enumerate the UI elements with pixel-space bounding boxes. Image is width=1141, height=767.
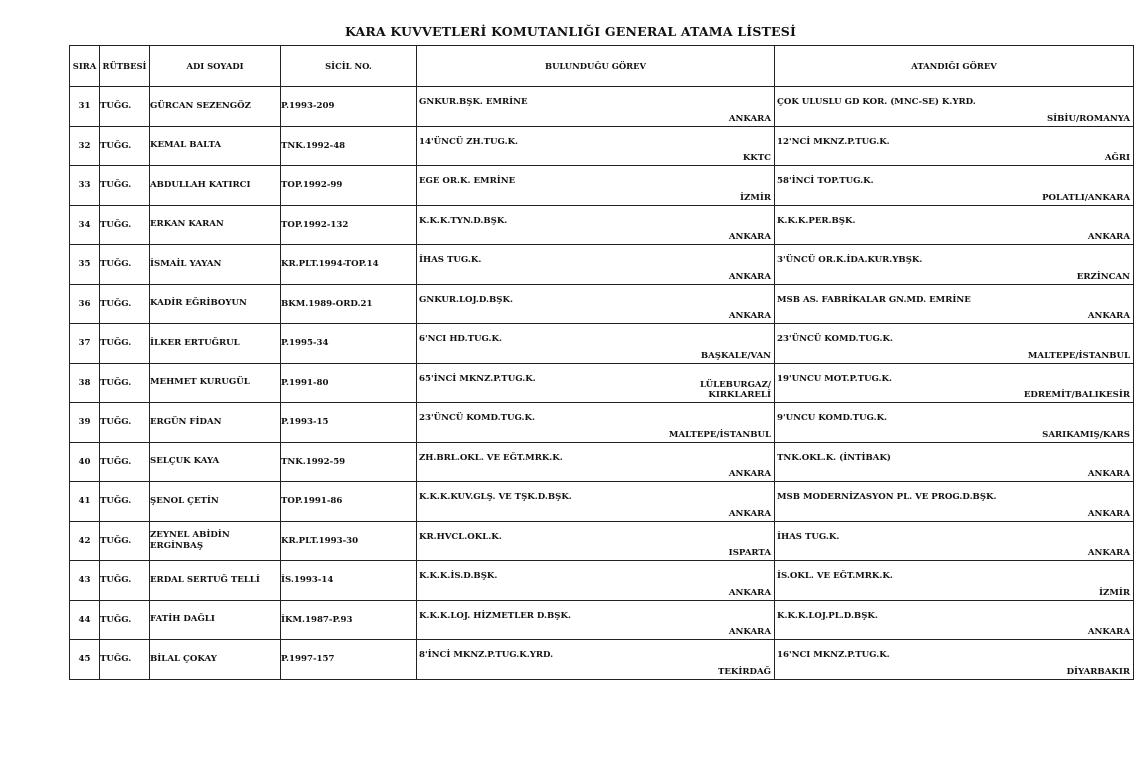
cell-sicil-no: TNK.1992-48	[281, 126, 417, 166]
table-row	[70, 166, 1134, 206]
current-post-text: K.K.K.İS.D.BŞK.	[419, 571, 498, 581]
cell-bulundugu-gorev	[417, 166, 775, 206]
table-row	[70, 284, 1134, 324]
cell-rutbe: TUĞG.	[100, 87, 150, 127]
cell-atandigi-gorev	[775, 600, 1134, 640]
cell-bulundugu-gorev	[417, 324, 775, 364]
cell-sicil-no: P.1995-34	[281, 324, 417, 364]
current-post-location: ANKARA	[728, 627, 771, 637]
new-post-location: ANKARA	[1087, 232, 1130, 242]
table-row	[70, 363, 1134, 403]
cell-adi-soyadi	[150, 205, 281, 245]
current-post-text: 23'ÜNCÜ KOMD.TUG.K.	[419, 413, 536, 423]
table-row	[70, 126, 1134, 166]
new-post-text: 23'ÜNCÜ KOMD.TUG.K.	[777, 334, 894, 344]
cell-bulundugu-gorev	[417, 640, 775, 680]
cell-rutbe: TUĞG.	[100, 205, 150, 245]
current-post-text: GNKUR.BŞK. EMRİNE	[419, 97, 528, 107]
current-post-location: İZMİR	[740, 192, 771, 203]
new-post-text: 3'ÜNCÜ OR.K.İDA.KUR.YBŞK.	[777, 255, 923, 265]
cell-bulundugu-gorev	[417, 600, 775, 640]
name-text: FATİH DAĞLI	[150, 614, 215, 625]
cell-rutbe: TUĞG.	[100, 284, 150, 324]
table-row	[70, 600, 1134, 640]
cell-adi-soyadi	[150, 600, 281, 640]
cell-adi-soyadi	[150, 324, 281, 364]
cell-rutbe: TUĞG.	[100, 245, 150, 285]
cell-sicil-no: P.1997-157	[281, 640, 417, 680]
cell-sicil-no: İKM.1987-P.93	[281, 600, 417, 640]
current-post-location: ANKARA	[728, 232, 771, 242]
table-row	[70, 403, 1134, 443]
new-post-location: ANKARA	[1087, 508, 1130, 519]
cell-atandigi-gorev	[775, 245, 1134, 285]
cell-sicil-no: TOP.1992-132	[281, 205, 417, 245]
current-post-text: GNKUR.LOJ.D.BŞK.	[419, 294, 513, 305]
name-text: SELÇUK KAYA	[150, 456, 220, 467]
cell-sicil-no: TOP.1992-99	[281, 166, 417, 206]
name-text: ERDAL SERTUĞ TELLİ	[150, 574, 260, 585]
cell-atandigi-gorev	[775, 324, 1134, 364]
current-post-location: LÜLEBURGAZ/ KIRKLARELİ	[700, 380, 771, 400]
new-post-location: SARIKAMIŞ/KARS	[1042, 429, 1130, 440]
cell-sicil-no: P.1993-15	[281, 403, 417, 443]
cell-atandigi-gorev	[775, 166, 1134, 206]
current-post-location: ANKARA	[728, 113, 771, 124]
new-post-location: ANKARA	[1087, 627, 1130, 637]
current-post-location: ANKARA	[728, 271, 771, 282]
cell-sira: 36	[70, 284, 100, 324]
cell-atandigi-gorev	[775, 640, 1134, 680]
cell-bulundugu-gorev	[417, 442, 775, 482]
new-post-location: ANKARA	[1087, 311, 1130, 321]
name-text: ABDULLAH KATIRCI	[150, 179, 251, 190]
new-post-location: ERZİNCAN	[1076, 271, 1130, 282]
new-post-text: K.K.K.PER.BŞK.	[777, 215, 856, 226]
cell-atandigi-gorev	[775, 205, 1134, 245]
header-adi-soyadi: ADI SOYADI	[150, 46, 281, 87]
document-title: KARA KUVVETLERİ KOMUTANLIĞI GENERAL ATAMA LİSTESİ	[344, 24, 797, 39]
table-row	[70, 87, 1134, 127]
new-post-text: 58'İNCİ TOP.TUG.K.	[777, 176, 874, 186]
cell-sira: 42	[70, 521, 100, 561]
cell-rutbe: TUĞG.	[100, 561, 150, 601]
cell-sicil-no: KR.PLT.1994-TOP.14	[281, 245, 417, 285]
table-header	[70, 46, 1134, 87]
cell-atandigi-gorev	[775, 521, 1134, 561]
cell-atandigi-gorev	[775, 482, 1134, 522]
cell-adi-soyadi	[150, 166, 281, 206]
cell-adi-soyadi	[150, 87, 281, 127]
cell-sira: 41	[70, 482, 100, 522]
table-row	[70, 245, 1134, 285]
cell-rutbe: TUĞG.	[100, 324, 150, 364]
current-post-location: MALTEPE/İSTANBUL	[668, 429, 771, 440]
current-post-text: ZH.BRL.OKL. VE EĞT.MRK.K.	[419, 452, 563, 463]
new-post-text: 19'UNCU MOT.P.TUG.K.	[777, 373, 892, 384]
cell-bulundugu-gorev	[417, 284, 775, 324]
cell-adi-soyadi	[150, 403, 281, 443]
table-row	[70, 482, 1134, 522]
cell-rutbe: TUĞG.	[100, 166, 150, 206]
new-post-text: MSB AS. FABRİKALAR GN.MD. EMRİNE	[777, 294, 971, 305]
name-text: ERKAN KARAN	[150, 219, 224, 230]
cell-sicil-no: TOP.1991-86	[281, 482, 417, 522]
new-post-location: EDREMİT/BALIKESİR	[1023, 390, 1130, 400]
table-row	[70, 442, 1134, 482]
cell-sira: 37	[70, 324, 100, 364]
current-post-text: 8'İNCİ MKNZ.P.TUG.K.YRD.	[419, 650, 554, 660]
current-post-location: TEKİRDAĞ	[717, 666, 771, 677]
new-post-location: AĞRI	[1104, 153, 1130, 163]
cell-sira: 31	[70, 87, 100, 127]
current-post-location: ANKARA	[728, 587, 771, 598]
current-post-text: 65'İNCİ MKNZ.P.TUG.K.	[419, 373, 536, 384]
new-post-location: ANKARA	[1087, 469, 1130, 479]
cell-bulundugu-gorev	[417, 126, 775, 166]
table-row	[70, 205, 1134, 245]
header-row	[70, 46, 1134, 87]
name-text: İLKER ERTUĞRUL	[150, 337, 240, 348]
cell-bulundugu-gorev	[417, 403, 775, 443]
cell-adi-soyadi	[150, 363, 281, 403]
cell-rutbe: TUĞG.	[100, 640, 150, 680]
name-text: KADİR EĞRİBOYUN	[150, 298, 247, 309]
header-sira: SIRA	[70, 46, 100, 87]
cell-bulundugu-gorev	[417, 521, 775, 561]
table-row	[70, 521, 1134, 561]
current-post-text: K.K.K.LOJ. HİZMETLER D.BŞK.	[419, 610, 571, 621]
cell-adi-soyadi	[150, 284, 281, 324]
table-row	[70, 561, 1134, 601]
header-bulundugu-gorev: BULUNDUĞU GÖREV	[417, 46, 775, 87]
cell-rutbe: TUĞG.	[100, 482, 150, 522]
new-post-location: SİBİU/ROMANYA	[1046, 113, 1130, 124]
cell-adi-soyadi	[150, 482, 281, 522]
cell-rutbe: TUĞG.	[100, 403, 150, 443]
new-post-location: DİYARBAKIR	[1066, 666, 1130, 677]
cell-sicil-no: BKM.1989-ORD.21	[281, 284, 417, 324]
new-post-location: MALTEPE/İSTANBUL	[1027, 350, 1130, 361]
cell-atandigi-gorev	[775, 284, 1134, 324]
cell-bulundugu-gorev	[417, 205, 775, 245]
cell-atandigi-gorev	[775, 442, 1134, 482]
current-post-location: ANKARA	[728, 469, 771, 479]
name-text: MEHMET KURUGÜL	[150, 377, 250, 388]
name-text: ZEYNEL ABİDİN ERGİNBAŞ	[150, 529, 230, 551]
cell-sicil-no: İS.1993-14	[281, 561, 417, 601]
cell-sira: 45	[70, 640, 100, 680]
cell-bulundugu-gorev	[417, 363, 775, 403]
assignment-table	[69, 45, 1134, 680]
current-post-text: KR.HVCL.OKL.K.	[419, 531, 502, 542]
cell-rutbe: TUĞG.	[100, 126, 150, 166]
current-post-location: ANKARA	[728, 311, 771, 321]
cell-bulundugu-gorev	[417, 87, 775, 127]
cell-adi-soyadi	[150, 640, 281, 680]
cell-atandigi-gorev	[775, 87, 1134, 127]
current-post-location: ISPARTA	[728, 548, 771, 558]
cell-sicil-no: P.1993-209	[281, 87, 417, 127]
name-text: KEMAL BALTA	[150, 140, 222, 151]
header-rutbe: RÜTBESİ	[100, 46, 150, 87]
cell-adi-soyadi	[150, 126, 281, 166]
cell-rutbe: TUĞG.	[100, 442, 150, 482]
new-post-text: 12'NCİ MKNZ.P.TUG.K.	[777, 136, 890, 147]
table-row	[70, 640, 1134, 680]
cell-sira: 43	[70, 561, 100, 601]
cell-bulundugu-gorev	[417, 245, 775, 285]
cell-sira: 32	[70, 126, 100, 166]
current-post-text: İHAS TUG.K.	[419, 255, 482, 265]
new-post-text: İHAS TUG.K.	[777, 531, 840, 542]
name-text: GÜRCAN SEZENGÖZ	[150, 100, 251, 111]
cell-atandigi-gorev	[775, 126, 1134, 166]
table-row	[70, 324, 1134, 364]
cell-bulundugu-gorev	[417, 482, 775, 522]
name-text: İSMAİL YAYAN	[150, 258, 222, 269]
current-post-text: 14'ÜNCÜ ZH.TUG.K.	[419, 136, 519, 147]
current-post-location: ANKARA	[728, 508, 771, 519]
new-post-text: K.K.K.LOJ.PL.D.BŞK.	[777, 610, 878, 621]
current-post-text: K.K.K.KUV.GLŞ. VE TŞK.D.BŞK.	[419, 492, 572, 502]
cell-sira: 34	[70, 205, 100, 245]
cell-atandigi-gorev	[775, 403, 1134, 443]
current-post-text: K.K.K.TYN.D.BŞK.	[419, 215, 508, 226]
cell-sira: 40	[70, 442, 100, 482]
new-post-location: İZMİR	[1099, 587, 1130, 598]
new-post-location: POLATLI/ANKARA	[1042, 192, 1130, 203]
new-post-text: ÇOK ULUSLU GD KOR. (MNC-SE) K.YRD.	[777, 97, 976, 107]
new-post-text: TNK.OKL.K. (İNTİBAK)	[777, 452, 891, 463]
cell-sira: 39	[70, 403, 100, 443]
name-text: ERGÜN FİDAN	[150, 416, 222, 427]
cell-rutbe: TUĞG.	[100, 363, 150, 403]
table-body	[70, 87, 1134, 680]
cell-sira: 38	[70, 363, 100, 403]
cell-adi-soyadi	[150, 245, 281, 285]
new-post-text: İS.OKL. VE EĞT.MRK.K.	[777, 571, 893, 581]
cell-sicil-no: TNK.1992-59	[281, 442, 417, 482]
current-post-text: 6'NCI HD.TUG.K.	[419, 334, 502, 344]
cell-atandigi-gorev	[775, 363, 1134, 403]
cell-rutbe: TUĞG.	[100, 521, 150, 561]
header-atandigi-gorev: ATANDIĞI GÖREV	[775, 46, 1134, 87]
current-post-text: EGE OR.K. EMRİNE	[419, 176, 516, 186]
cell-adi-soyadi	[150, 442, 281, 482]
cell-adi-soyadi	[150, 521, 281, 561]
current-post-location: KKTC	[742, 153, 771, 163]
cell-sira: 35	[70, 245, 100, 285]
cell-atandigi-gorev	[775, 561, 1134, 601]
cell-sicil-no: P.1991-80	[281, 363, 417, 403]
new-post-text: 9'UNCU KOMD.TUG.K.	[777, 413, 888, 423]
cell-rutbe: TUĞG.	[100, 600, 150, 640]
cell-adi-soyadi	[150, 561, 281, 601]
name-text: ŞENOL ÇETİN	[150, 495, 219, 506]
new-post-text: 16'NCI MKNZ.P.TUG.K.	[777, 650, 890, 660]
current-post-location: BAŞKALE/VAN	[700, 350, 771, 361]
header-sicil-no: SİCİL NO.	[281, 46, 417, 87]
cell-sira: 44	[70, 600, 100, 640]
new-post-location: ANKARA	[1087, 548, 1130, 558]
new-post-text: MSB MODERNİZASYON PL. VE PROG.D.BŞK.	[777, 492, 997, 502]
cell-bulundugu-gorev	[417, 561, 775, 601]
cell-sira: 33	[70, 166, 100, 206]
cell-sicil-no: KR.PLT.1993-30	[281, 521, 417, 561]
name-text: BİLAL ÇOKAY	[150, 653, 217, 664]
